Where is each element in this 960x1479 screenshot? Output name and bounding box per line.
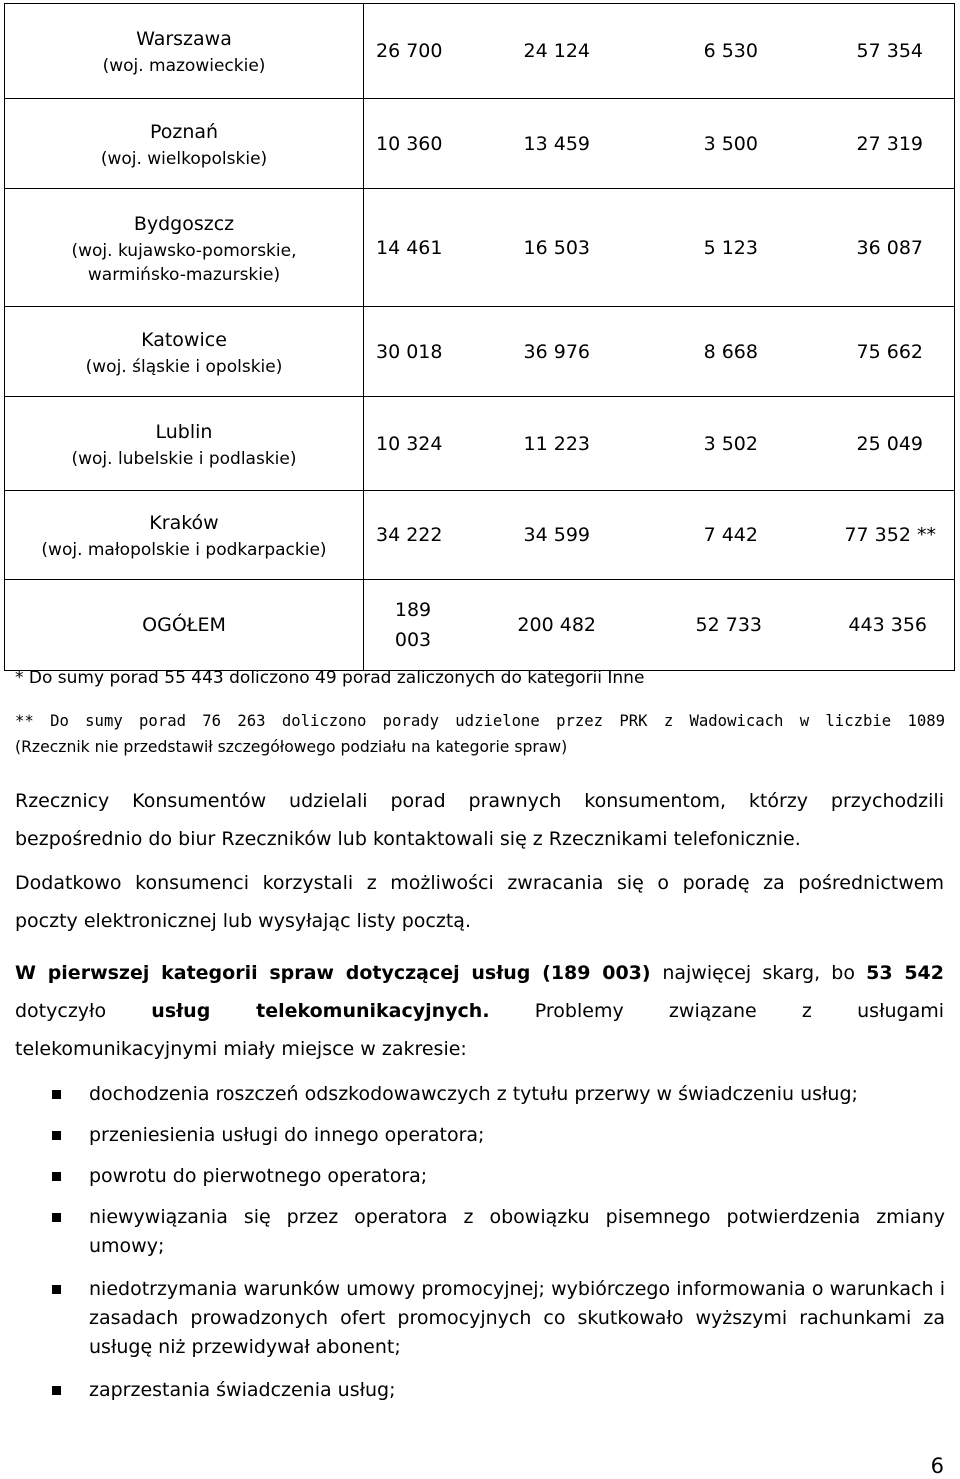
- values-cell: [364, 307, 955, 397]
- region-cell: [5, 397, 364, 491]
- value-cell: 36 976: [523, 340, 590, 363]
- total-label: OGÓŁEM: [142, 614, 226, 636]
- paragraph-line: Rzecznicy Konsumentów udzielali porad prawnych konsumentom, którzy przychodzili: [15, 790, 944, 812]
- region-cell: [5, 99, 364, 189]
- region-name: (woj. wielkopolskie): [100, 148, 268, 169]
- values-cell: [364, 4, 955, 99]
- list-item-text: powrotu do pierwotnego operatora;: [89, 1165, 428, 1187]
- paragraph-line: bezpośrednio do biur Rzeczników lub kontaktowali się z Rzecznikami telefonicznie.: [15, 828, 801, 850]
- table-row: [5, 99, 955, 189]
- value-cell: 3 502: [703, 432, 758, 455]
- total-value-line2: 003: [394, 629, 432, 651]
- region-cell: [5, 4, 364, 99]
- paragraph-line: telekomunikacyjnymi miały miejsce w zakresie:: [15, 1038, 467, 1060]
- paragraph-line: [15, 954, 944, 992]
- region-name: (woj. małopolskie i podkarpackie): [41, 540, 327, 560]
- table-row: [5, 491, 955, 580]
- value-cell: 34 222: [376, 524, 443, 546]
- total-label-cell: [5, 580, 364, 671]
- paragraph: [15, 782, 944, 858]
- list-item: [40, 1203, 945, 1261]
- paragraph: [15, 954, 944, 1068]
- region-name: (woj. śląskie i opolskie): [85, 356, 283, 377]
- bold-text: usług telekomunikacyjnych.: [151, 1000, 490, 1022]
- value-cell: 11 223: [523, 432, 590, 455]
- bullet-square-icon: [52, 1090, 61, 1099]
- values-cell: [364, 491, 955, 580]
- region-cell: [5, 307, 364, 397]
- list-item-text: dochodzenia roszczeń odszkodowawczych z tytułu przerwy w świadczeniu usług;: [89, 1083, 858, 1105]
- list-item: [40, 1275, 945, 1362]
- region-name: (woj. kujawsko-pomorskie,: [71, 240, 297, 261]
- city-name: Katowice: [141, 328, 227, 351]
- value-cell: 75 662: [856, 340, 923, 363]
- footnote-line: (Rzecznik nie przedstawił szczegółowego podziału na kategorie spraw): [15, 738, 568, 756]
- region-name-continued: warmińsko-mazurskie): [87, 264, 281, 285]
- bold-text: W pierwszej kategorii spraw dotyczącej usług: [15, 962, 531, 984]
- table-row: [5, 4, 955, 99]
- list-item-text: niedotrzymania warunków umowy promocyjnej; wybiórczego informowania o warunkach i zasadach prowadzonych ofert promocyjnych co skutkowało wyższymi rachunkami za usługę niż przewidywał abonent;: [89, 1278, 945, 1358]
- value-cell: 24 124: [523, 40, 590, 62]
- paragraph: [15, 864, 944, 940]
- list-item: [40, 1162, 945, 1191]
- city-name: Bydgoszcz: [133, 212, 235, 235]
- value-cell: 10 324: [376, 432, 443, 455]
- bold-text: 53 542: [866, 962, 944, 984]
- bullet-square-icon: [52, 1131, 61, 1140]
- value-cell: 57 354: [856, 40, 923, 62]
- list-item-text: przeniesienia usługi do innego operatora;: [89, 1124, 485, 1146]
- value-cell: 443 356: [848, 614, 927, 636]
- values-cell: [364, 99, 955, 189]
- city-name: Lublin: [155, 420, 213, 443]
- value-cell: 26 700: [376, 40, 443, 62]
- footnote-single-asterisk: * Do sumy porad 55 443 doliczono 49 porad zaliczonych do kategorii Inne: [15, 668, 645, 688]
- text-span: Problemy związane z usługami: [489, 1000, 945, 1022]
- city-name: Poznań: [149, 120, 219, 143]
- value-cell: 77 352 **: [844, 524, 936, 546]
- value-cell: 8 668: [703, 340, 758, 363]
- values-cell: [364, 189, 955, 307]
- text-span: dotyczyło: [15, 1000, 152, 1022]
- value-cell: 7 442: [703, 524, 758, 546]
- values-cell: [364, 397, 955, 491]
- issues-list: [40, 1080, 945, 1417]
- region-name: (woj. mazowieckie): [102, 56, 266, 76]
- city-name: Warszawa: [136, 28, 232, 50]
- bullet-square-icon: [52, 1285, 61, 1294]
- value-cell: 14 461: [376, 236, 443, 259]
- text-span: (189 003): [530, 962, 663, 984]
- consumer-advice-table: [4, 3, 955, 671]
- paragraph-line: Dodatkowo konsumenci korzystali z możliwości zwracania się o poradę za pośrednictwem: [15, 872, 944, 894]
- table-row: [5, 307, 955, 397]
- value-cell: 6 530: [703, 40, 758, 62]
- paragraph-line: [15, 992, 944, 1030]
- footnote-double-asterisk: [15, 708, 945, 760]
- values-cell: [364, 580, 955, 671]
- list-item: [40, 1080, 945, 1109]
- value-cell: 52 733: [695, 614, 762, 636]
- value-cell: 13 459: [523, 132, 590, 155]
- value-cell: 36 087: [856, 236, 923, 259]
- region-name: (woj. lubelskie i podlaskie): [71, 448, 297, 469]
- paragraph-line: poczty elektronicznej lub wysyłając listy pocztą.: [15, 910, 471, 932]
- value-cell: 16 503: [523, 236, 590, 259]
- bullet-square-icon: [52, 1386, 61, 1395]
- footnote-line: ** Do sumy porad 76 263 doliczono porady udzielone przez PRK z Wadowicach w liczbie 1089: [15, 712, 945, 730]
- table-row: [5, 189, 955, 307]
- region-cell: [5, 491, 364, 580]
- list-item-text: niewywiązania się przez operatora z obowiązku pisemnego potwierdzenia zmiany umowy;: [89, 1206, 945, 1257]
- text-span: najwięcej skarg, bo: [662, 962, 867, 984]
- total-value-line1: 189: [394, 599, 432, 621]
- table-row: [5, 397, 955, 491]
- value-cell: 5 123: [703, 236, 758, 259]
- value-cell: 30 018: [376, 340, 443, 363]
- list-item: [40, 1376, 945, 1405]
- value-cell: 25 049: [856, 432, 923, 455]
- bullet-square-icon: [52, 1172, 61, 1181]
- list-item-text: zaprzestania świadczenia usług;: [89, 1379, 396, 1401]
- value-cell: 10 360: [376, 132, 443, 155]
- list-item: [40, 1121, 945, 1150]
- value-cell: 200 482: [517, 614, 596, 636]
- page-number: 6: [930, 1454, 944, 1478]
- table-row-total: [5, 580, 955, 671]
- value-cell: [388, 595, 438, 655]
- value-cell: 34 599: [523, 524, 590, 546]
- value-cell: 27 319: [856, 132, 923, 155]
- city-name: Kraków: [149, 512, 219, 534]
- bullet-square-icon: [52, 1213, 61, 1222]
- value-cell: 3 500: [703, 132, 758, 155]
- region-cell: [5, 189, 364, 307]
